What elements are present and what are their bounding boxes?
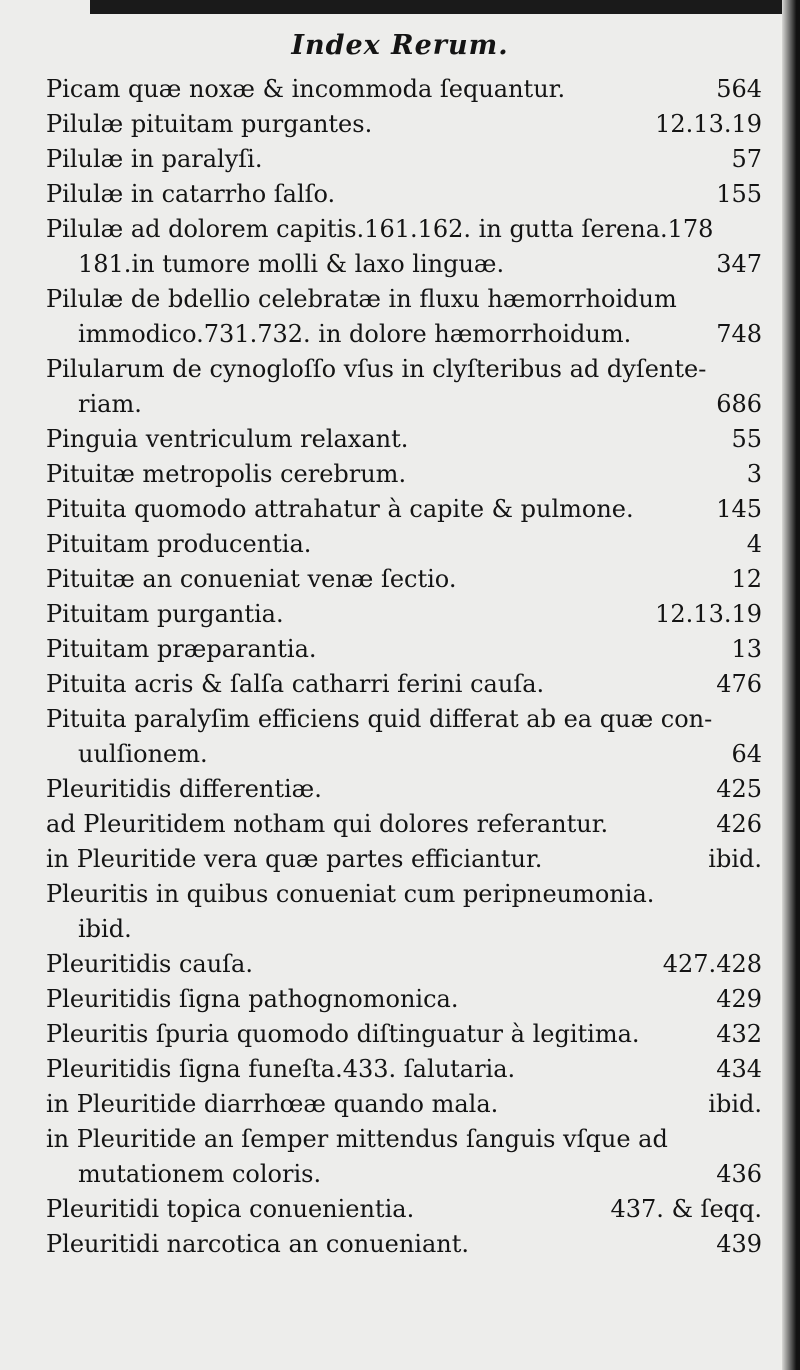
- entry-continuation: uulſionem.: [78, 740, 208, 768]
- index-entry: [46, 527, 762, 562]
- entry-page: 564: [716, 75, 762, 103]
- entry-continuation-line: [46, 247, 762, 282]
- entry-text: Pilulæ in catarrho ſalſo.: [46, 180, 336, 208]
- entry-text: Pleuritis ſpuria quomodo diſtinguatur à legitima.: [46, 1020, 640, 1048]
- entry-page: ibid.: [708, 845, 762, 873]
- entry-line: [46, 527, 762, 562]
- entry-text: Pituitam producentia.: [46, 530, 312, 558]
- entry-line: [46, 772, 762, 807]
- entry-continuation: immodico.731.732. in dolore hæmorrhoidum.: [78, 320, 632, 348]
- index-entry: [46, 422, 762, 457]
- entry-continuation-line: [46, 737, 762, 772]
- entry-page: 686: [716, 390, 762, 418]
- entry-text: in Pleuritide diarrhœæ quando mala.: [46, 1090, 499, 1118]
- entry-line: [46, 807, 762, 842]
- entry-line: [46, 1087, 762, 1122]
- index-entry: [46, 282, 762, 352]
- entry-text: Pituita quomodo attrahatur à capite & pulmone.: [46, 495, 634, 523]
- entry-page: 425: [716, 775, 762, 803]
- entry-line: [46, 1192, 762, 1227]
- index-entry: [46, 142, 762, 177]
- entry-line: [46, 947, 762, 982]
- entry-text: Picam quæ noxæ & incommoda ſequantur.: [46, 75, 566, 103]
- entry-line: [46, 877, 762, 912]
- index-entry: [46, 807, 762, 842]
- entry-page: 748: [716, 320, 762, 348]
- entry-page: 12.13.19: [655, 110, 762, 138]
- entry-line: [46, 842, 762, 877]
- entry-page: 437. & ſeqq.: [610, 1195, 762, 1223]
- entry-text: Pituitam purgantia.: [46, 600, 284, 628]
- entry-line: [46, 1227, 762, 1262]
- entry-text: in Pleuritide an ſemper mittendus ſanguis vſque ad: [46, 1125, 668, 1153]
- entry-text: Pilulæ pituitam purgantes.: [46, 110, 373, 138]
- index-entry: [46, 457, 762, 492]
- entry-continuation: mutationem coloris.: [78, 1160, 322, 1188]
- entry-continuation: ibid.: [78, 915, 132, 943]
- entry-line: [46, 72, 762, 107]
- entry-text: Pleuritidi narcotica an conueniant.: [46, 1230, 470, 1258]
- entry-page: 57: [731, 145, 762, 173]
- index-entry: [46, 772, 762, 807]
- entry-page: 4: [746, 530, 762, 558]
- entry-line: [46, 982, 762, 1017]
- entry-line: [46, 142, 762, 177]
- index-entry: [46, 1122, 762, 1192]
- entry-line: [46, 1052, 762, 1087]
- entry-line: [46, 702, 762, 737]
- entry-page: 55: [731, 425, 762, 453]
- entry-line: [46, 212, 762, 247]
- entry-text: Pilulæ in paralyſi.: [46, 145, 263, 173]
- entry-continuation-line: [46, 317, 762, 352]
- entry-page: 12.13.19: [655, 600, 762, 628]
- index-entry: [46, 72, 762, 107]
- entry-text: Pilulæ ad dolorem capitis.161.162. in gutta ſerena.178: [46, 215, 714, 243]
- entry-page: 3: [746, 460, 762, 488]
- entry-line: [46, 632, 762, 667]
- entry-line: [46, 1017, 762, 1052]
- index-entry: [46, 842, 762, 877]
- entry-text: Pituitæ metropolis cerebrum.: [46, 460, 407, 488]
- index-entry: [46, 1192, 762, 1227]
- entry-line: [46, 597, 762, 632]
- index-entry: [46, 632, 762, 667]
- entry-line: [46, 282, 762, 317]
- index-entry: [46, 1227, 762, 1262]
- index-entry: [46, 1052, 762, 1087]
- entry-page: 476: [716, 670, 762, 698]
- entry-page: 13: [731, 635, 762, 663]
- entry-text: ad Pleuritidem notham qui dolores referantur.: [46, 810, 609, 838]
- entry-line: [46, 422, 762, 457]
- index-entry: [46, 352, 762, 422]
- entry-page: 434: [716, 1055, 762, 1083]
- entry-text: Pleuritidis cauſa.: [46, 950, 253, 978]
- entry-text: Pinguia ventriculum relaxant.: [46, 425, 409, 453]
- entry-text: Pilulæ de bdellio celebratæ in fluxu hæmorrhoidum: [46, 285, 677, 313]
- running-header: Index Rerum.: [291, 30, 509, 61]
- entry-line: [46, 1122, 762, 1157]
- entry-line: [46, 562, 762, 597]
- entry-page: 64: [731, 740, 762, 768]
- index-entry: [46, 492, 762, 527]
- entry-page: 155: [716, 180, 762, 208]
- index-entry: [46, 1017, 762, 1052]
- entry-text: Pleuritidis ſigna funeſta.433. ſalutaria.: [46, 1055, 516, 1083]
- entry-text: Pituita acris & ſalſa catharri ferini cauſa.: [46, 670, 545, 698]
- entry-page: 347: [716, 250, 762, 278]
- entry-page: 426: [716, 810, 762, 838]
- entry-page: 427.428: [662, 950, 762, 978]
- entry-text: Pleuritidis differentiæ.: [46, 775, 322, 803]
- entry-line: [46, 492, 762, 527]
- entry-page: 432: [716, 1020, 762, 1048]
- entry-line: [46, 352, 762, 387]
- entry-continuation-line: [46, 1157, 762, 1192]
- entry-text: Pituitam præparantia.: [46, 635, 317, 663]
- index-entry: [46, 177, 762, 212]
- entry-line: [46, 107, 762, 142]
- entry-page: 145: [716, 495, 762, 523]
- entry-continuation: 181.in tumore molli & laxo linguæ.: [78, 250, 505, 278]
- entry-continuation-line: [46, 912, 762, 947]
- entry-line: [46, 177, 762, 212]
- entry-page: 439: [716, 1230, 762, 1258]
- index-entries: [46, 72, 762, 1262]
- index-entry: [46, 702, 762, 772]
- index-entry: [46, 1087, 762, 1122]
- entry-text: Pituita paralyſim efficiens quid differat ab ea quæ con-: [46, 705, 713, 733]
- entry-text: Pilularum de cynogloſſo vſus in clyſteribus ad dyſente-: [46, 355, 707, 383]
- entry-page: 12: [731, 565, 762, 593]
- index-entry: [46, 212, 762, 282]
- index-entry: [46, 562, 762, 597]
- index-entry: [46, 947, 762, 982]
- index-entry: [46, 597, 762, 632]
- index-entry: [46, 667, 762, 702]
- index-entry: [46, 982, 762, 1017]
- entry-text: Pituitæ an conueniat venæ ſectio.: [46, 565, 457, 593]
- scan-border-top: [90, 0, 800, 14]
- entry-line: [46, 457, 762, 492]
- scan-border-right: [782, 0, 800, 1370]
- entry-page: 429: [716, 985, 762, 1013]
- entry-text: in Pleuritide vera quæ partes efficiantur.: [46, 845, 543, 873]
- entry-text: Pleuritidis ſigna pathognomonica.: [46, 985, 459, 1013]
- entry-text: Pleuritidi topica conuenientia.: [46, 1195, 415, 1223]
- entry-page: 436: [716, 1160, 762, 1188]
- entry-page: ibid.: [708, 1090, 762, 1118]
- index-entry: [46, 107, 762, 142]
- entry-line: [46, 667, 762, 702]
- entry-continuation: riam.: [78, 390, 142, 418]
- index-entry: [46, 877, 762, 947]
- entry-continuation-line: [46, 387, 762, 422]
- entry-text: Pleuritis in quibus conueniat cum peripneumonia.: [46, 880, 655, 908]
